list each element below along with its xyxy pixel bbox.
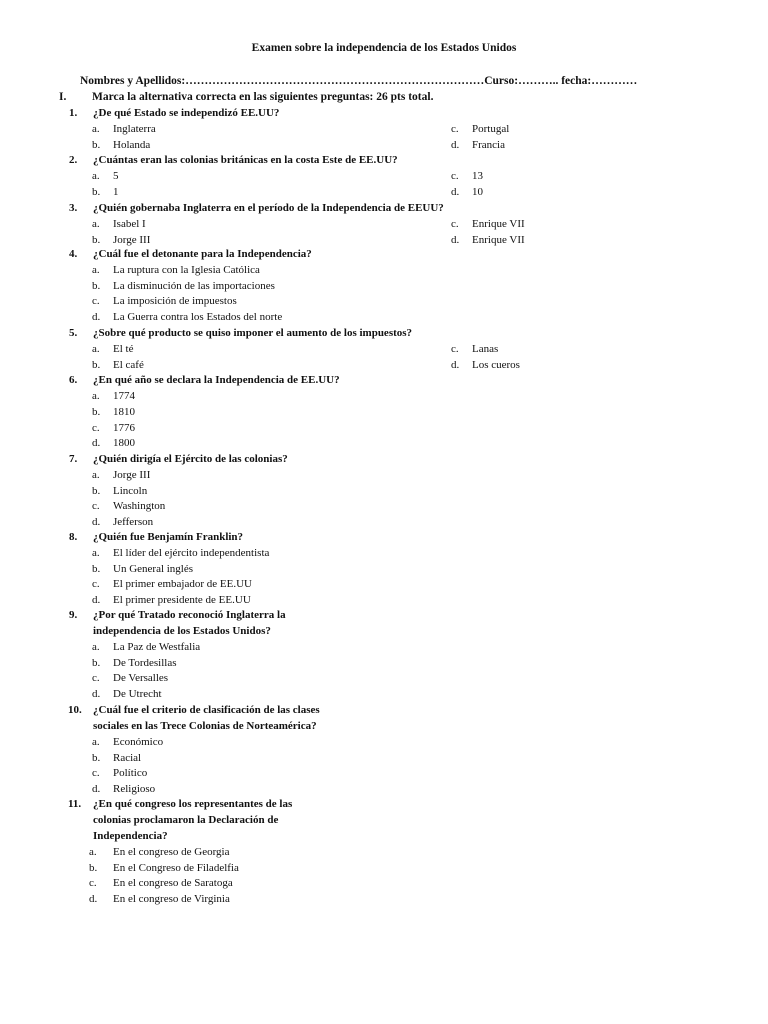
option-text: En el congreso de Georgia [113,846,230,858]
option-text: De Utrecht [113,688,162,701]
question-text: ¿En qué año se declara la Independencia de EE.UU? [93,374,340,386]
question-text: ¿Por qué Tratado reconoció Inglaterra la [93,609,286,621]
question-text: Independencia? [93,830,168,842]
option-letter: c. [92,421,100,434]
option-text: Los cueros [472,359,520,371]
section-number: I. [59,91,67,103]
option-text: Enrique VII [472,234,525,246]
option-letter: c. [92,295,100,308]
option-text: 13 [472,170,483,182]
option-text: Religioso [113,783,156,796]
page-title: Examen sobre la independencia de los Estados Unidos [251,42,517,54]
question-text: colonias proclamaron la Declaración de [93,814,279,826]
option-letter: a. [92,547,100,559]
option-text: La Guerra contra los Estados del norte [113,311,283,324]
option-text: 5 [113,170,119,182]
option-letter: c. [92,500,100,513]
option-text: 1810 [113,405,135,418]
option-letter: b. [92,484,101,497]
option-letter: a. [89,846,97,858]
question-text: ¿Sobre qué producto se quiso imponer el aumento de los impuestos? [93,327,413,339]
option-text: En el Congreso de Filadelfia [113,861,239,874]
option-letter: b. [92,562,101,575]
option-letter: c. [451,123,459,135]
option-text: El primer presidente de EE.UU [113,594,251,607]
option-letter: c. [92,578,100,591]
option-text: En el congreso de Saratoga [113,877,233,890]
option-text: 1776 [113,421,135,434]
option-letter: a. [92,218,100,230]
option-letter: a. [92,641,100,653]
option-text: La Paz de Westfalia [113,641,201,653]
question-text: sociales en las Trece Colonias de Norteamérica? [93,720,317,732]
section-instructions: Marca la alternativa correcta en las siguientes preguntas: 26 pts total. [92,91,434,103]
option-text: Político [113,767,148,780]
option-letter: d. [451,139,460,151]
option-letter: b. [92,656,101,669]
option-letter: d. [89,893,98,906]
option-letter: d. [451,234,460,246]
question-number: 4. [69,248,78,260]
question-text: ¿En qué congreso los representantes de las [93,798,293,810]
option-letter: c. [92,672,100,685]
option-text: 1 [113,186,119,198]
option-text: Jorge III [113,234,151,246]
option-text: Jorge III [113,469,151,481]
option-letter: c. [451,170,459,182]
option-text: Económico [113,736,164,748]
option-letter: a. [92,736,100,748]
option-letter: a. [92,264,100,276]
question-text: ¿Cuál fue el detonante para la Independencia? [93,248,312,260]
option-letter: d. [92,311,101,324]
option-text: Lincoln [113,484,148,497]
question-text: ¿Cuántas eran las colonias británicas en la costa Este de EE.UU? [93,154,398,166]
option-letter: b. [92,751,101,764]
question-text: ¿Quién dirigía el Ejército de las colonias? [93,453,288,465]
question-number: 9. [69,609,78,621]
option-text: Inglaterra [113,123,156,135]
option-text: De Versalles [113,672,169,685]
option-letter: b. [92,279,101,292]
option-text: Francia [472,139,505,151]
option-text: Lanas [472,343,499,355]
question-number: 7. [69,453,78,465]
option-letter: b. [89,861,98,874]
option-letter: c. [89,877,97,890]
option-text: El té [113,343,134,355]
option-text: Enrique VII [472,218,525,230]
option-letter: d. [92,594,101,607]
question-text: ¿De qué Estado se independizó EE.UU? [93,107,280,119]
option-letter: a. [92,390,100,402]
student-info-line: Nombres y Apellidos:……………………………………………………………………Curso:……….. fecha:………… [80,75,638,87]
option-text: 1774 [113,390,135,402]
option-letter: b. [92,186,101,198]
option-letter: b. [92,359,101,371]
option-text: Portugal [472,123,510,135]
option-letter: c. [451,343,459,355]
option-text: Washington [113,500,166,513]
option-text: Un General inglés [113,562,194,575]
question-number: 6. [69,374,78,386]
question-number: 2. [69,154,78,166]
option-text: La disminución de las importaciones [113,279,275,292]
question-number: 3. [69,202,78,214]
option-text: 10 [472,186,483,198]
option-letter: b. [92,139,101,151]
option-text: La imposición de impuestos [113,295,237,308]
option-text: Isabel I [113,218,146,230]
question-text: ¿Cuál fue el criterio de clasificación de las clases [93,704,320,716]
option-text: El líder del ejército independentista [113,547,270,559]
option-letter: b. [92,405,101,418]
question-number: 11. [68,798,82,810]
option-text: La ruptura con la Iglesia Católica [113,264,260,276]
option-text: Holanda [113,139,151,151]
question-number: 5. [69,327,78,339]
question-text: independencia de los Estados Unidos? [93,625,271,637]
question-number: 1. [69,107,78,119]
option-letter: d. [92,688,101,701]
option-text: Jefferson [113,516,154,529]
option-letter: c. [92,767,100,780]
option-letter: a. [92,469,100,481]
option-letter: d. [451,186,460,198]
question-text: ¿Quién gobernaba Inglaterra en el período de la Independencia de EEUU? [93,202,444,214]
option-letter: d. [92,437,101,450]
option-letter: d. [92,516,101,529]
option-text: El primer embajador de EE.UU [113,578,252,591]
option-letter: b. [92,234,101,246]
option-letter: d. [451,359,460,371]
option-text: De Tordesillas [113,656,177,669]
option-text: El café [113,359,144,371]
option-letter: a. [92,343,100,355]
option-letter: d. [92,783,101,796]
option-text: 1800 [113,437,135,450]
option-letter: c. [451,218,459,230]
question-number: 10. [68,704,82,716]
question-text: ¿Quién fue Benjamín Franklin? [93,531,244,543]
option-text: En el congreso de Virginia [113,893,230,906]
option-text: Racial [113,751,142,764]
option-letter: a. [92,170,100,182]
question-number: 8. [69,531,78,543]
option-letter: a. [92,123,100,135]
